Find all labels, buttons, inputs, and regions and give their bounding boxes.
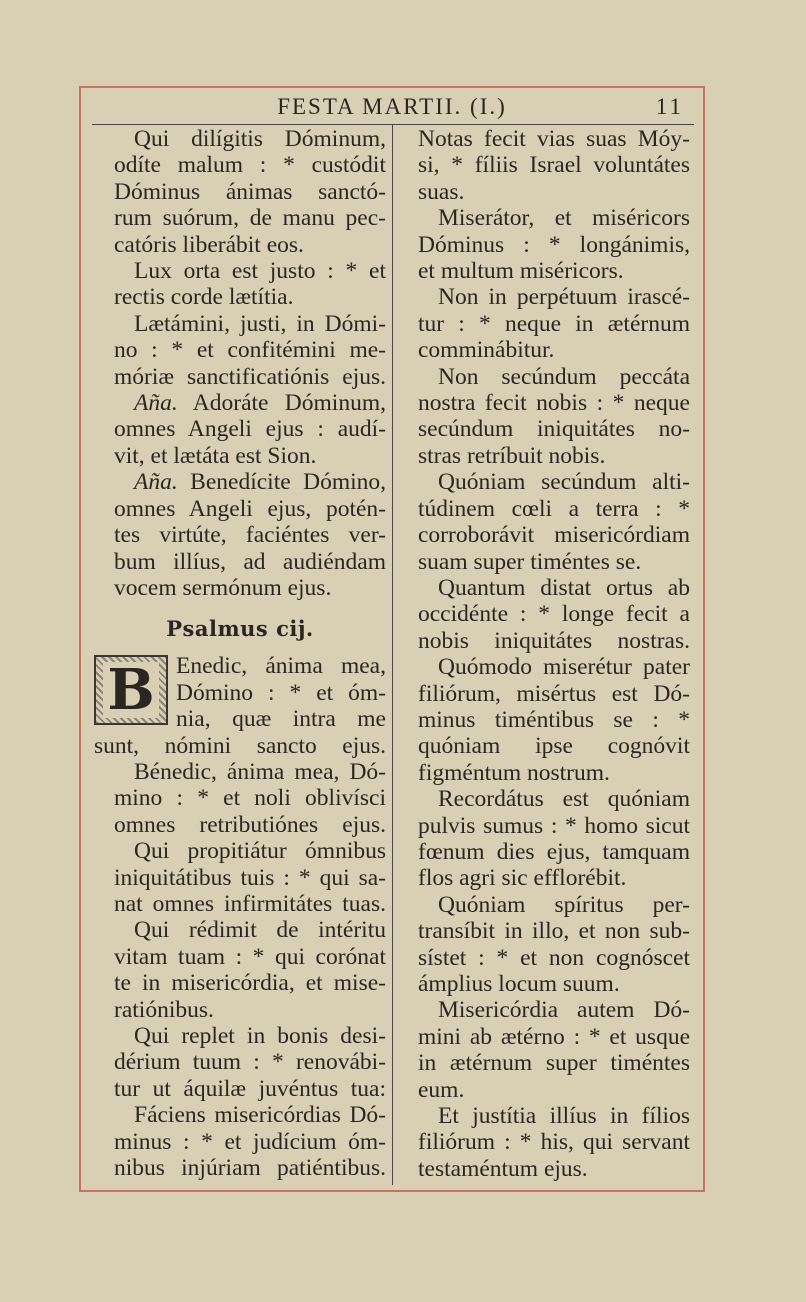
psalm-heading: Psalmus cij. (166, 616, 314, 642)
text-line: Recordátus est quóniam (438, 786, 690, 813)
verse-paragraph (398, 126, 690, 205)
text-line: suam super timéntes se. (418, 548, 642, 575)
text-line: Quantum distat ortus ab (438, 574, 690, 601)
text-line: rum suórum, de manu pec- (114, 205, 386, 232)
header-rule (92, 124, 694, 125)
text-line: eum. (418, 1076, 465, 1103)
text-line: transíbit in illo, et non sub- (418, 918, 690, 945)
text-line: filiórum, misértus est Dó- (418, 680, 690, 707)
verse-paragraph (94, 838, 386, 917)
text-line: corroborávit misericórdiam (418, 522, 690, 549)
text-line: dérium tuum : * renovábi- (114, 1049, 386, 1076)
text-line (94, 390, 386, 416)
text-line: nobis iniquitátes nostras. (418, 627, 690, 654)
initial-letter: B (103, 662, 158, 718)
illuminated-initial (94, 655, 168, 725)
text-line: Lux orta est justo : * et (134, 258, 386, 285)
text-line: filiórum : * his, qui servant (418, 1129, 690, 1156)
text-line: Qui rédimit de intéritu (134, 917, 386, 944)
text-line: occidénte : * longe fecit a (418, 601, 690, 628)
text-line: minus timéntibus se : * (418, 706, 690, 733)
text-line: Et justítia illíus in fílios (438, 1103, 690, 1130)
left-column (94, 126, 386, 1181)
verse-paragraph (398, 364, 690, 470)
verse-paragraph (398, 997, 690, 1103)
running-header (80, 92, 704, 124)
text-line: Non secúndum peccáta (438, 363, 690, 390)
text-line: iniquitátibus tuis : * qui sa- (114, 864, 386, 891)
text-line: tur ut áquilæ juvéntus tua: (114, 1075, 386, 1102)
page-title: FESTA MARTII. (I.) (277, 94, 507, 119)
verse-paragraph (94, 311, 386, 390)
right-column (398, 126, 690, 1182)
verse-paragraph (94, 1023, 386, 1102)
text-line: ratiónibus. (114, 996, 214, 1023)
text-line: Bénedic, ánima mea, Dó- (134, 758, 386, 785)
text-line: móriæ sanctificatiónis ejus. (114, 363, 386, 390)
text-line: testaméntum ejus. (418, 1155, 588, 1182)
text-line: Qui propitiátur ómnibus (134, 838, 386, 865)
text-line: Quóniam spíritus per- (438, 891, 690, 918)
text-line: in ætérnum super timéntes (418, 1050, 690, 1077)
verse-paragraph (398, 575, 690, 654)
verse-paragraph (94, 1102, 386, 1181)
text-line: Dóminus : * longánimis, (418, 231, 690, 258)
text-line: fœnum dies ejus, tamquam (418, 838, 690, 865)
text-line: figméntum nostrum. (418, 759, 610, 786)
antiphon-paragraph (94, 469, 386, 601)
text-line: túdinem cœli a terra : * (418, 495, 690, 522)
text-line: mini ab ætérno : * et usque (418, 1023, 690, 1050)
antiphon-rubric: Aña. (134, 469, 178, 496)
text-line: omnes Angeli ejus : audí- (114, 416, 386, 443)
text-line: si, * fíliis Israel voluntátes (418, 152, 690, 179)
verse-paragraph (398, 469, 690, 575)
text-line: sunt, nómini sancto ejus. (94, 732, 386, 759)
verse-paragraph (398, 654, 690, 786)
page-number: 11 (655, 94, 684, 119)
text-line: Non in perpétuum irascé- (438, 284, 690, 311)
text-line: minus : * et judícium óm- (114, 1128, 386, 1155)
text-line: et multum miséricors. (418, 258, 624, 285)
verse-paragraph (398, 284, 690, 363)
verse-paragraph (94, 759, 386, 838)
text-line: omnes Angeli ejus, potén- (114, 495, 386, 522)
text-line: Qui replet in bonis desi- (134, 1023, 386, 1049)
text-line: omnes retributiónes ejus. (114, 811, 386, 838)
text-line: nibus injúriam patiéntibus. (114, 1155, 386, 1182)
text-line: Misericórdia autem Dó- (438, 997, 690, 1024)
text-line: tur : * neque in ætérnum (418, 310, 690, 337)
text-line: Quóniam secúndum alti- (438, 469, 690, 496)
text-line: tes virtúte, faciéntes ver- (114, 522, 386, 549)
antiphon-text: Benedícite Dómino, (190, 469, 386, 496)
text-line: ámplius locum suum. (418, 971, 620, 997)
text-line: Lætámini, justi, in Dómi- (134, 310, 386, 337)
text-line: Dóminus ánimas sanctó- (114, 178, 386, 205)
text-line: rectis corde lætítia. (114, 284, 294, 311)
antiphon-text: Adoráte Dóminum, (192, 390, 386, 417)
text-line: vitam tuam : * qui corónat (114, 943, 386, 970)
text-line: te in misericórdia, et mise- (114, 970, 386, 997)
verse-paragraph (398, 786, 690, 892)
text-line: nostra fecit nobis : * neque (418, 390, 690, 417)
text-line: Qui dilígitis Dóminum, (134, 126, 386, 152)
verse-paragraph (94, 917, 386, 1023)
verse-paragraph (398, 205, 690, 284)
column-divider (392, 125, 393, 1185)
text-line: suas. (418, 178, 465, 205)
text-line: mino : * et noli oblivísci (114, 785, 386, 812)
text-line: Enedic, ánima mea, (176, 653, 386, 680)
text-line: no : * et confitémini me- (114, 337, 386, 364)
text-line: quóniam ipse cognóvit (418, 733, 690, 760)
text-line: Dómino : * et óm- (176, 679, 386, 706)
text-line (94, 469, 386, 495)
text-line: nat omnes infirmitátes tuas. (114, 890, 386, 917)
text-line: nia, quæ intra me (176, 706, 386, 733)
text-line: vocem sermónum ejus. (114, 574, 332, 601)
text-line: odíte malum : * custódit (114, 152, 386, 179)
antiphon-rubric: Aña. (134, 390, 178, 417)
text-line: stras retríbuit nobis. (418, 442, 606, 469)
verse-paragraph (94, 126, 386, 258)
verse-paragraph (398, 1103, 690, 1182)
text-line: Quómodo miserétur pater (438, 654, 690, 681)
text-line: Miserátor, et miséricors (438, 205, 690, 232)
text-line: Notas fecit vias suas Móy- (418, 126, 690, 152)
text-line: vit, et lætáta est Sion. (114, 442, 317, 469)
text-line: pulvis sumus : * homo sicut (418, 812, 690, 839)
psalm-opening (94, 653, 386, 759)
text-line: flos agri sic efflorébit. (418, 865, 627, 892)
verse-paragraph (398, 892, 690, 998)
text-line: Fáciens misericórdias Dó- (134, 1102, 386, 1129)
antiphon-paragraph (94, 390, 386, 469)
text-line: bum illíus, ad audiéndam (114, 548, 386, 575)
text-line: secúndum iniquitátes no- (418, 416, 690, 443)
text-line: sístet : * et non cognóscet (418, 944, 690, 971)
text-line: comminábitur. (418, 337, 555, 364)
verse-paragraph (94, 258, 386, 311)
text-line: catóris liberábit eos. (114, 231, 304, 258)
